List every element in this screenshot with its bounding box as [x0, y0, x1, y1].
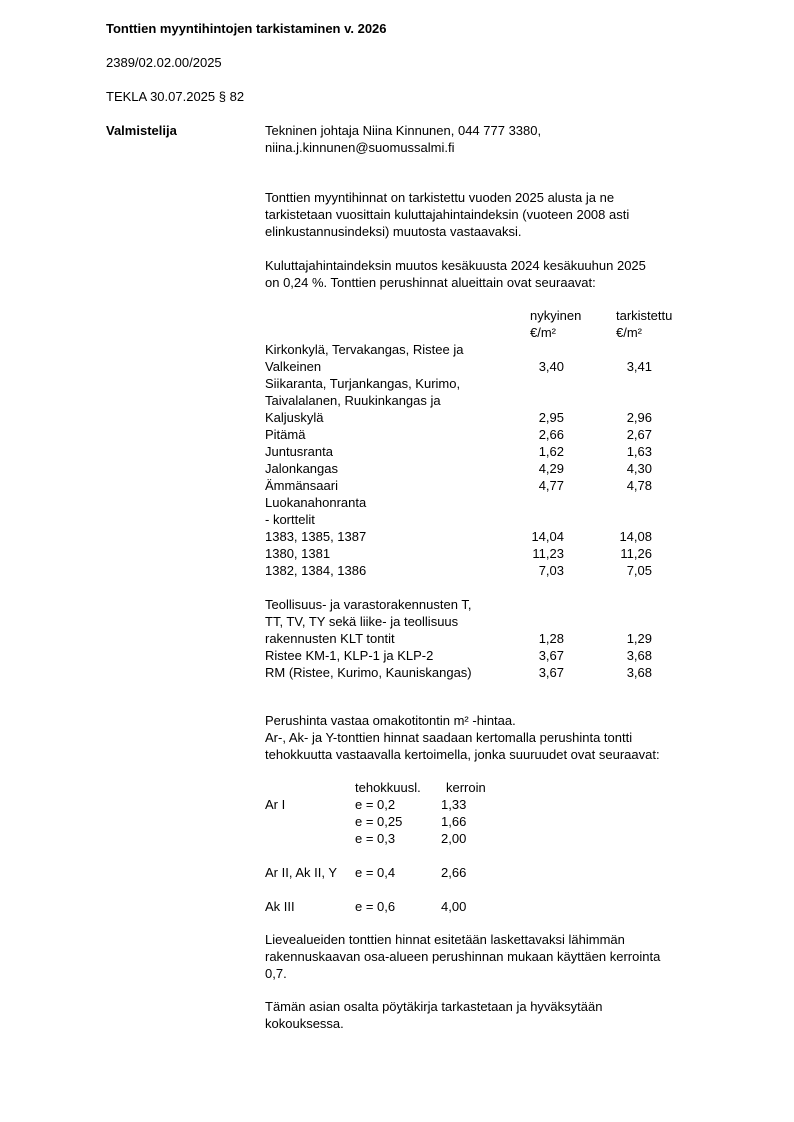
price-revised: 1,63: [626, 444, 652, 459]
price-table: [265, 307, 725, 681]
coefficient-table: [265, 779, 725, 915]
paragraph-line: Kuluttajahintaindeksin muutos kesäkuusta 2024 kesäkuuhun 2025: [265, 258, 646, 273]
zone-label: Ar I: [265, 797, 286, 812]
coefficient-value: 4,00: [441, 899, 467, 914]
coefficient-value: 1,33: [441, 797, 467, 812]
price-table-row: [265, 528, 725, 545]
efficiency-value: e = 0,3: [355, 831, 396, 846]
price-table-row: [265, 443, 725, 460]
coefficient-table-header: [265, 779, 725, 796]
area-name: Taivalalanen, Ruukinkangas ja: [265, 393, 441, 408]
coefficient-table-row: [265, 830, 725, 847]
price-table-row: [265, 460, 725, 477]
area-name: Ämmänsaari: [265, 478, 338, 493]
column-header-current: nykyinen: [530, 308, 582, 323]
unit-revised: €/m²: [616, 325, 642, 340]
price-revised: 11,26: [620, 546, 652, 561]
price-revised: 4,78: [626, 478, 652, 493]
price-table-row: [265, 358, 725, 375]
area-name: Juntusranta: [265, 444, 333, 459]
paragraph-line: Lievealueiden tonttien hinnat esitetään laskettavaksi lähimmän: [265, 932, 625, 947]
price-table-row: [265, 375, 725, 392]
price-current: 2,95: [538, 410, 564, 425]
efficiency-value: e = 0,2: [355, 797, 396, 812]
coefficient-table-row: [265, 864, 725, 881]
coefficient-table-row: [265, 898, 725, 915]
price-revised: 2,67: [626, 427, 652, 442]
coefficient-value: 2,66: [441, 865, 467, 880]
area-name: RM (Ristee, Kurimo, Kauniskangas): [265, 665, 472, 680]
paragraph-line: tehokkuutta vastaavalla kertoimella, jonka suuruudet ovat seuraavat:: [265, 747, 660, 762]
intro-paragraph-1: [265, 189, 725, 240]
meeting-reference: TEKLA 30.07.2025 § 82: [106, 89, 245, 104]
area-name: Luokanahonranta: [265, 495, 367, 510]
zone-label: Ak III: [265, 899, 295, 914]
area-name: 1383, 1385, 1387: [265, 529, 367, 544]
price-revised: 1,29: [626, 631, 652, 646]
price-revised: 3,68: [626, 648, 652, 663]
price-revised: 3,41: [626, 359, 652, 374]
area-name: Pitämä: [265, 427, 306, 442]
price-revised: 7,05: [626, 563, 652, 578]
price-table-row: [265, 579, 725, 596]
price-current: 1,62: [538, 444, 564, 459]
price-table-row: [265, 545, 725, 562]
efficiency-value: e = 0,6: [355, 899, 396, 914]
area-name: TT, TV, TY sekä liike- ja teollisuus: [265, 614, 459, 629]
paragraph-line: Perushinta vastaa omakotitontin m² -hintaa.: [265, 713, 516, 728]
area-name: 1380, 1381: [265, 546, 331, 561]
price-table-row: [265, 511, 725, 528]
area-name: Ristee KM-1, KLP-1 ja KLP-2: [265, 648, 434, 663]
price-table-row: [265, 647, 725, 664]
price-revised: 14,08: [619, 529, 652, 544]
price-table-row: [265, 630, 725, 647]
column-header-revised: tarkistettu: [616, 308, 673, 323]
coefficient-table-row: [265, 847, 725, 864]
base-price-paragraph: [265, 712, 725, 763]
price-current: 1,28: [538, 631, 564, 646]
price-table-row: [265, 477, 725, 494]
outskirts-paragraph: [265, 931, 725, 982]
area-name: Jalonkangas: [265, 461, 338, 476]
area-name: Siikaranta, Turjankangas, Kurimo,: [265, 376, 461, 391]
price-table-units: [265, 324, 725, 341]
coefficient-table-row: [265, 881, 725, 898]
area-name: rakennusten KLT tontit: [265, 631, 395, 646]
price-current: 14,04: [531, 529, 564, 544]
price-revised: 2,96: [626, 410, 652, 425]
coefficient-value: 2,00: [441, 831, 467, 846]
price-current: 4,29: [538, 461, 564, 476]
price-revised: 4,30: [626, 461, 652, 476]
paragraph-line: Tonttien myyntihinnat on tarkistettu vuoden 2025 alusta ja ne: [265, 190, 615, 205]
paragraph-line: tarkistetaan vuosittain kuluttajahintaindeksin (vuoteen 2008 asti: [265, 207, 630, 222]
efficiency-value: e = 0,25: [355, 814, 403, 829]
coefficient-table-row: [265, 813, 725, 830]
price-table-row: [265, 409, 725, 426]
zone-label: Ar II, Ak II, Y: [265, 865, 338, 880]
paragraph-line: kokouksessa.: [265, 1016, 344, 1031]
paragraph-line: Ar-, Ak- ja Y-tonttien hinnat saadaan kertomalla perushinta tontti: [265, 730, 633, 745]
paragraph-line: Tämän asian osalta pöytäkirja tarkastetaan ja hyväksytään: [265, 999, 603, 1014]
price-table-row: [265, 341, 725, 358]
efficiency-value: e = 0,4: [355, 865, 396, 880]
price-revised: 3,68: [626, 665, 652, 680]
paragraph-line: elinkustannusindeksi) muutosta vastaavaksi.: [265, 224, 522, 239]
paragraph-line: on 0,24 %. Tonttien perushinnat alueittain ovat seuraavat:: [265, 275, 596, 290]
price-current: 3,67: [538, 648, 564, 663]
column-header-efficiency: tehokkuusl.: [355, 780, 421, 795]
intro-paragraph-2: [265, 257, 725, 291]
coefficient-value: 1,66: [441, 814, 467, 829]
column-header-coefficient: kerroin: [446, 780, 486, 795]
area-name: Teollisuus- ja varastorakennusten T,: [265, 597, 472, 612]
price-current: 2,66: [538, 427, 564, 442]
closing-paragraph: [265, 998, 725, 1032]
price-table-row: [265, 392, 725, 409]
area-name: Kaljuskylä: [265, 410, 324, 425]
coefficient-table-row: [265, 796, 725, 813]
area-name: Kirkonkylä, Tervakangas, Ristee ja: [265, 342, 464, 357]
area-name: 1382, 1384, 1386: [265, 563, 367, 578]
unit-current: €/m²: [530, 325, 556, 340]
price-table-row: [265, 613, 725, 630]
price-table-row: [265, 426, 725, 443]
document-title: Tonttien myyntihintojen tarkistaminen v. 2026: [106, 21, 387, 36]
area-name: - korttelit: [265, 512, 315, 527]
preparer-info: [265, 122, 725, 156]
price-table-row: [265, 664, 725, 681]
price-table-header: [265, 307, 725, 324]
paragraph-line: rakennuskaavan osa-alueen perushinnan mukaan käyttäen kerrointa: [265, 949, 661, 964]
preparer-label: Valmistelija: [106, 123, 177, 138]
preparer-name-phone: Tekninen johtaja Niina Kinnunen, 044 777 3380,: [265, 123, 542, 138]
paragraph-line: 0,7.: [265, 966, 287, 981]
coefficient-table-body: [265, 796, 725, 915]
price-current: 4,77: [538, 478, 564, 493]
price-current: 3,67: [538, 665, 564, 680]
price-current: 7,03: [538, 563, 564, 578]
price-table-row: [265, 494, 725, 511]
price-table-body: [265, 341, 725, 681]
area-name: Valkeinen: [265, 359, 322, 374]
price-current: 3,40: [538, 359, 564, 374]
price-table-row: [265, 596, 725, 613]
record-number: 2389/02.02.00/2025: [106, 55, 222, 70]
price-current: 11,23: [532, 546, 564, 561]
preparer-email: niina.j.kinnunen@suomussalmi.fi: [265, 140, 455, 155]
price-table-row: [265, 562, 725, 579]
